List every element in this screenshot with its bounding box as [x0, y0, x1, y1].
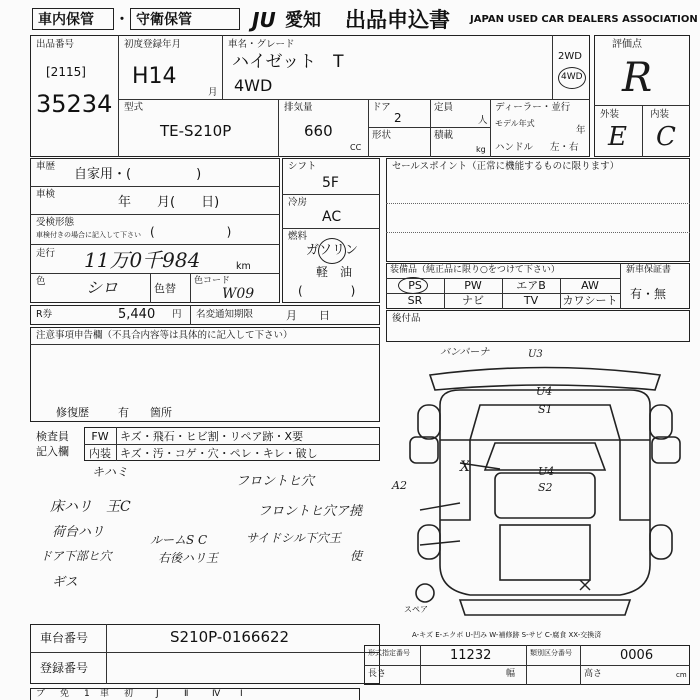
- equip-ps-circle: [398, 277, 428, 294]
- lot-number: 35234: [36, 90, 113, 118]
- inspector-int-items: キズ・汚・コゲ・穴・ペレ・キレ・破し: [120, 447, 318, 460]
- equip-tv: TV: [523, 294, 539, 307]
- org-name: 愛知: [285, 10, 321, 31]
- capacity-unit: 人: [478, 115, 488, 126]
- inspector-note-6: ルームS C: [150, 533, 208, 547]
- inspector-fw-items: キズ・飛石・ヒビ割・リペア跡・X要: [120, 430, 304, 443]
- cert-value: 11232: [450, 648, 492, 663]
- rating-ext-label: 外装: [600, 109, 620, 120]
- header-tab-2-label: 守衛保管: [136, 12, 192, 28]
- fuel-gas-circle: [318, 238, 346, 264]
- doors-value: 2: [394, 111, 402, 125]
- r-yen: 円: [172, 309, 182, 320]
- diagram-mark-bumper: バンパーナ: [440, 347, 490, 358]
- footer-item-5: J: [156, 689, 159, 699]
- usage-label: 車歴: [36, 161, 56, 172]
- footer-item-4: 初: [124, 689, 134, 699]
- width-label: 幅: [506, 669, 516, 679]
- first-reg-month: 月: [208, 87, 218, 98]
- first-reg-label: 初度登録年月: [124, 39, 182, 50]
- color-code-label: 色コード: [194, 276, 231, 286]
- notes-label: 注意事項申告欄（不具合内容等は具体的に記入して下さい）: [36, 330, 293, 341]
- chassis-label: 車台番号: [40, 631, 89, 645]
- lot-sub: [2115]: [46, 65, 86, 79]
- inspector-note-4: フロントヒ穴ア撓: [258, 504, 363, 519]
- displacement-label: 排気量: [284, 102, 313, 113]
- ac-value: AC: [322, 209, 342, 225]
- cc-unit: CC: [350, 143, 362, 152]
- drive-4wd: 4WD: [561, 72, 583, 82]
- class-label: 類別区分番号: [530, 649, 572, 657]
- type-label: 型式: [124, 102, 144, 113]
- diagram-mark-s2: S2: [538, 481, 553, 494]
- footer-item-8: Ⅰ: [240, 689, 243, 699]
- fuel-label: 燃料: [288, 231, 308, 242]
- shift-label: シフト: [288, 161, 317, 172]
- footer-item-1: 免: [60, 689, 70, 699]
- header-tab-1-label: 車内保管: [38, 12, 94, 28]
- inspector-note-2: フロントヒ穴: [236, 474, 315, 489]
- rating-value: R: [622, 55, 653, 101]
- diagram-legend: A-キズ E-エクボ U-凹み W-補修跡 S-サビ C-腐食 XX-交換済: [412, 631, 602, 639]
- capacity-label: 定員: [434, 102, 454, 113]
- inspector-fw-label: FW: [91, 430, 109, 443]
- handle-label: ハンドル: [495, 142, 534, 153]
- inspector-note-8: ドア下部ヒ穴: [40, 549, 112, 563]
- r-value: 5,440: [118, 307, 156, 322]
- shape-label: 形状: [372, 130, 392, 141]
- color-value: シロ: [86, 278, 119, 297]
- load-label: 積載: [434, 130, 454, 141]
- inspector-int-label: 内装: [89, 447, 111, 460]
- rating-int: C: [656, 122, 676, 152]
- year-unit: 年: [576, 125, 586, 136]
- sales-point-label: セールスポイント（正常に機能するものに限ります）: [392, 161, 620, 172]
- inspection-note-label: 受検形態: [36, 217, 75, 228]
- footer-strip: [30, 688, 360, 700]
- class-value: 0006: [620, 648, 654, 663]
- notice-label: 名変通知期限: [196, 309, 254, 320]
- footer-item-7: Ⅳ: [212, 689, 221, 699]
- inspector-note-10: ギス: [52, 575, 78, 590]
- color-code-value: W09: [222, 286, 255, 302]
- inspector-note-5: 荷台ハリ: [52, 525, 105, 540]
- shift-value: 5F: [322, 175, 339, 191]
- equip-leather: カワシート: [562, 294, 618, 307]
- dealer-label: ディーラー・並行: [495, 102, 571, 113]
- inspection-note-sub: 車検付きの場合に記入して下さい: [36, 231, 141, 239]
- equip-aw: AW: [581, 279, 599, 292]
- equip-airbag: エアB: [516, 279, 546, 292]
- handle-opts: 左・右: [550, 142, 579, 153]
- inspector-label-1: 検査員: [36, 430, 69, 443]
- equip-ps: PS: [408, 279, 422, 292]
- color-change-label: 色替: [154, 282, 176, 295]
- load-unit: kg: [476, 145, 486, 154]
- rating-label: 評価点: [612, 39, 642, 50]
- height-label: 高さ: [584, 669, 603, 679]
- repair-value: 有: [118, 406, 129, 419]
- usage-value: 自家用・( ): [74, 167, 202, 182]
- model-name-line1: ハイゼット T: [232, 52, 344, 72]
- inspector-note-3: 床ハリ 王C: [50, 499, 131, 515]
- color-label: 色: [36, 276, 46, 287]
- displacement-value: 660: [304, 122, 333, 140]
- rating-ext: E: [608, 122, 627, 152]
- footer-item-3: 車: [100, 689, 110, 699]
- rating-int-label: 内装: [650, 109, 670, 120]
- inspector-note-7: サイドシル下穴王: [246, 531, 341, 545]
- ju-logo: JU: [252, 8, 276, 32]
- inspection-label: 車検: [36, 189, 56, 200]
- cert-label: 形式指定番号: [368, 649, 410, 657]
- length-label: 長さ: [368, 669, 387, 679]
- mileage-value: 11万0千984: [84, 248, 201, 272]
- inspector-note-9: 右後ハリ王: [158, 551, 219, 565]
- new-warranty-opts: 有・無: [630, 287, 667, 301]
- model-year-label: モデル年式: [495, 119, 535, 128]
- fuel-diesel: 軽 油: [316, 265, 353, 279]
- chassis-value: S210P-0166622: [170, 628, 290, 646]
- type-value: TE-S210P: [160, 122, 232, 140]
- retrofit-label: 後付品: [392, 313, 421, 324]
- diagram-mark-spare: スペア: [404, 605, 428, 614]
- diagram-mark-u3: U3: [528, 349, 543, 360]
- retrofit-box: [386, 310, 690, 342]
- first-reg-value: H14: [132, 64, 177, 89]
- lot-label: 出品番号: [36, 39, 75, 50]
- assoc-name: JAPAN USED CAR DEALERS ASSOCIATION: [470, 14, 698, 25]
- model-name-label: 車名・グレード: [228, 39, 295, 50]
- cm-unit: cm: [676, 671, 687, 679]
- diagram-mark-s1: S1: [538, 403, 553, 416]
- fuel-paren: ( ): [298, 284, 356, 298]
- inspector-note-1: キハミ: [92, 465, 129, 479]
- header-dot: ・: [115, 12, 129, 28]
- ac-label: 冷房: [288, 197, 308, 208]
- diagram-mark-u4b: U4: [538, 465, 555, 478]
- doors-label: ドア: [372, 102, 391, 113]
- inspection-note-paren: ( ): [150, 225, 232, 239]
- repair-place: 箇所: [150, 406, 172, 419]
- equip-navi: ナビ: [462, 294, 484, 307]
- inspector-note-11: 使: [350, 549, 363, 563]
- equipment-label: 装備品（純正品に限り○をつけて下さい）: [390, 265, 560, 275]
- mileage-label: 走行: [36, 248, 56, 259]
- inspection-value: 年 月( 日): [118, 195, 220, 210]
- repair-label: 修復歴: [56, 406, 89, 419]
- notice-value: 月 日: [286, 309, 330, 322]
- r-label: R券: [36, 309, 53, 320]
- footer-item-2: 1: [84, 689, 90, 699]
- mileage-unit: km: [236, 261, 251, 272]
- sales-point-box: [386, 158, 690, 262]
- new-warranty-label: 新車保証書: [626, 265, 672, 275]
- diagram-mark-x: X: [460, 459, 470, 475]
- fuel-gas: ガソリン: [306, 243, 359, 258]
- reg-label: 登録番号: [40, 661, 89, 675]
- equip-pw: PW: [464, 279, 482, 292]
- diagram-mark-a2: A2: [392, 479, 407, 492]
- inspector-label-2: 記入欄: [36, 445, 69, 458]
- equip-sr: SR: [407, 294, 423, 307]
- footer-item-6: Ⅱ: [184, 689, 189, 699]
- drive-2wd: 2WD: [558, 51, 582, 62]
- footer-item-0: ブ: [36, 689, 46, 699]
- model-name-line2: 4WD: [234, 76, 273, 95]
- diagram-mark-u4a: U4: [536, 385, 553, 398]
- form-title: 出品申込書: [345, 8, 450, 32]
